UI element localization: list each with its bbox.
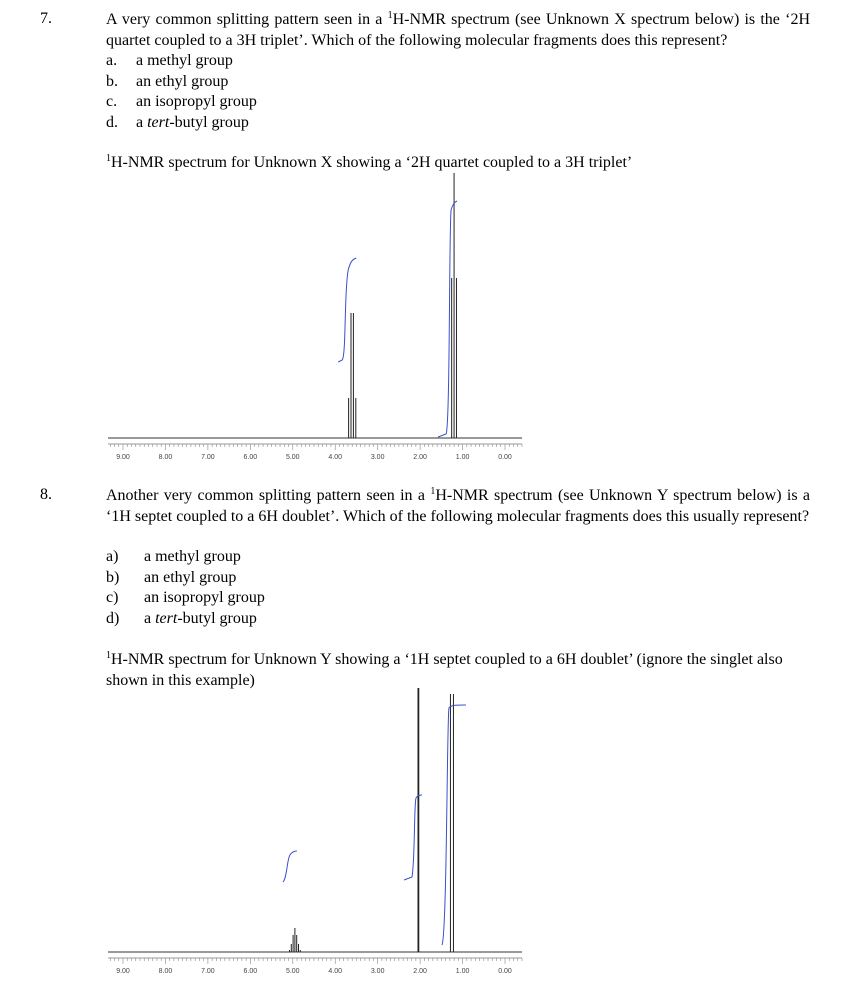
axis-tick-label: 2.00 xyxy=(413,968,427,975)
axis-tick-label: 9.00 xyxy=(116,968,130,975)
axis-tick-label: 7.00 xyxy=(201,968,215,975)
superscript: 1 xyxy=(430,486,436,497)
option-text: a xyxy=(136,113,148,131)
option-text-italic: tert xyxy=(147,113,170,131)
axis-tick-label: 3.00 xyxy=(370,454,385,461)
axis-tick-label: 6.00 xyxy=(243,968,258,975)
option-letter: c) xyxy=(106,589,119,606)
question-7-text-post: H-NMR spectrum (see Unknown X spectrum below) is the ‘2H quartet coupled to a 3H triplet’. Which of the following molecular fragments does this represent? xyxy=(106,11,810,49)
caption-text: H-NMR spectrum for Unknown X showing a ‘2H quartet coupled to a 3H triplet’ xyxy=(111,154,633,171)
option-text: a xyxy=(144,609,156,627)
option-letter: c. xyxy=(106,93,118,110)
axis-tick-label: 4.00 xyxy=(328,968,343,975)
option-text: a methyl group xyxy=(144,548,241,565)
option-text: -butyl group xyxy=(169,113,249,131)
axis-tick-label: 6.00 xyxy=(243,454,258,461)
axis-tick-label: 0.00 xyxy=(498,454,512,461)
axis-tick-label: 3.00 xyxy=(370,968,385,975)
option-letter: b. xyxy=(106,72,118,90)
axis-tick-label: 9.00 xyxy=(116,454,130,461)
axis-tick-label: 4.00 xyxy=(328,454,343,461)
superscript: 1 xyxy=(387,10,393,21)
option-letter: a) xyxy=(106,548,119,565)
option-text: an ethyl group xyxy=(144,568,237,586)
axis-tick-label: 1.00 xyxy=(455,968,470,975)
option-letter: d. xyxy=(106,113,118,131)
axis-tick-label: 5.00 xyxy=(285,454,300,461)
integration-curve xyxy=(283,851,297,882)
question-8-text-pre: Another very common splitting pattern seen in a xyxy=(106,487,431,504)
axis-tick-label: 5.00 xyxy=(285,968,300,975)
axis-tick-label: 7.00 xyxy=(201,454,215,461)
superscript: 1 xyxy=(106,650,111,661)
question-7-number: 7. xyxy=(40,10,52,27)
axis-tick-label: 8.00 xyxy=(158,968,173,975)
question-8-text-post: H-NMR spectrum (see Unknown Y spectrum below) is a ‘1H septet coupled to a 6H doublet’. Which of the following molecular fragments does this usually represent? xyxy=(106,487,810,525)
option-text: an ethyl group xyxy=(136,72,229,90)
axis-tick-label: 2.00 xyxy=(413,454,427,461)
axis-tick-label: 1.00 xyxy=(455,454,470,461)
option-text-italic: tert xyxy=(155,609,178,627)
axis-tick-label: 8.00 xyxy=(158,454,173,461)
option-text: a methyl group xyxy=(136,52,233,69)
question-7-text-pre: A very common splitting pattern seen in a xyxy=(106,11,388,28)
superscript: 1 xyxy=(106,153,111,164)
option-text: an isopropyl group xyxy=(144,589,265,606)
option-letter: a. xyxy=(106,52,118,69)
option-text: -butyl group xyxy=(177,609,257,627)
option-text: an isopropyl group xyxy=(136,93,257,110)
option-letter: d) xyxy=(106,609,120,627)
caption-text: H-NMR spectrum for Unknown Y showing a ‘1H septet coupled to a 6H doublet’ (ignore the singlet also shown in this example) xyxy=(106,651,783,689)
option-letter: b) xyxy=(106,568,120,586)
axis-tick-label: 0.00 xyxy=(498,968,512,975)
question-8-number: 8. xyxy=(40,486,52,503)
